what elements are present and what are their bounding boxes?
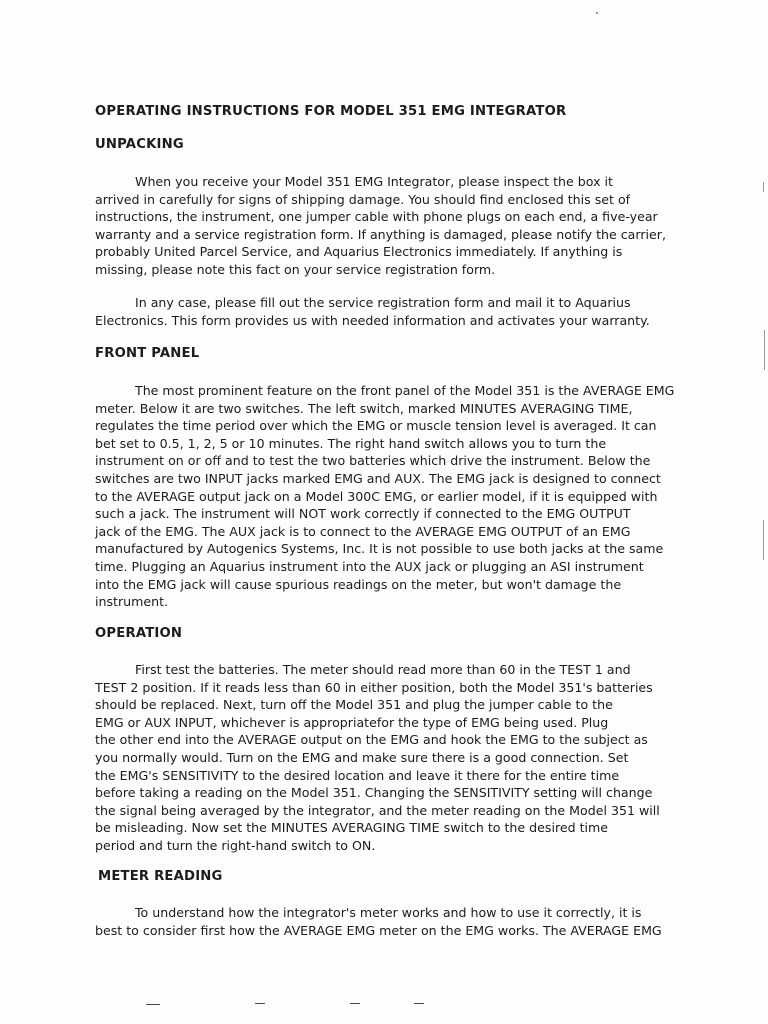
text-line: EMG or AUX INPUT, whichever is appropriatefor the type of EMG being used. Plug xyxy=(95,714,609,730)
text-line: best to consider first how the AVERAGE EMG meter on the EMG works. The AVERAGE EMG xyxy=(95,922,662,938)
text-line: The most prominent feature on the front panel of the Model 351 is the AVERAGE EMG xyxy=(135,383,675,398)
text-line: To understand how the integrator's meter works and how to use it correctly, it is xyxy=(135,905,642,920)
text-line: arrived in carefully for signs of shipping damage. You should find enclosed this set of xyxy=(95,191,631,207)
text-line: bet set to 0.5, 1, 2, 5 or 10 minutes. The right hand switch allows you to turn the xyxy=(95,435,607,451)
paragraph-operation xyxy=(95,661,660,855)
text-line: TEST 2 position. If it reads less than 60 in either position, both the Model 351's batteries xyxy=(95,679,653,695)
scan-edge-mark xyxy=(764,330,765,370)
text-line: instrument on or off and to test the two batteries which drive the instrument. Below the xyxy=(95,453,651,469)
text-line: warranty and a service registration form. If anything is damaged, please notify the carrier, xyxy=(95,226,666,242)
text-line: be misleading. Now set the MINUTES AVERAGING TIME switch to the desired time xyxy=(95,820,609,836)
text-line: the other end into the AVERAGE output on the EMG and hook the EMG to the subject as xyxy=(95,732,648,748)
scan-edge-mark xyxy=(763,520,764,560)
scan-mark xyxy=(255,1003,265,1004)
page-title: OPERATING INSTRUCTIONS FOR MODEL 351 EMG INTEGRATOR xyxy=(95,104,567,119)
text-line: In any case, please fill out the service registration form and mail it to Aquarius xyxy=(135,295,631,310)
text-line: instrument. xyxy=(95,594,169,610)
text-line: before taking a reading on the Model 351. Changing the SENSITIVITY setting will change xyxy=(95,785,653,801)
text-line: manufactured by Autogenics Systems, Inc. It is not possible to use both jacks at the same xyxy=(95,541,664,557)
text-line: First test the batteries. The meter should read more than 60 in the TEST 1 and xyxy=(135,662,631,677)
text-line: jack of the EMG. The AUX jack is to connect to the AVERAGE EMG OUTPUT of an EMG xyxy=(95,523,631,539)
section-heading-meter-reading: METER READING xyxy=(98,869,223,884)
scan-mark xyxy=(414,1003,424,1004)
text-line: the signal being averaged by the integrator, and the meter reading on the Model 351 will xyxy=(95,802,660,818)
scan-speck xyxy=(596,12,598,14)
paragraph-unpacking-2 xyxy=(95,294,650,329)
section-heading-front-panel: FRONT PANEL xyxy=(95,346,200,361)
text-line: switches are two INPUT jacks marked EMG and AUX. The EMG jack is designed to connect xyxy=(95,470,661,486)
text-line: period and turn the right-hand switch to ON. xyxy=(95,837,376,853)
text-line: should be replaced. Next, turn off the Model 351 and plug the jumper cable to the xyxy=(95,697,613,713)
text-line: time. Plugging an Aquarius instrument into the AUX jack or plugging an ASI instrument xyxy=(95,558,644,574)
text-line: instructions, the instrument, one jumper cable with phone plugs on each end, a five-year xyxy=(95,209,658,225)
scan-mark xyxy=(146,1004,160,1005)
section-heading-unpacking: UNPACKING xyxy=(95,137,184,152)
text-line: missing, please note this fact on your service registration form. xyxy=(95,261,496,277)
text-line: to the AVERAGE output jack on a Model 300C EMG, or earlier model, if it is equipped with xyxy=(95,488,658,504)
paragraph-meter-reading xyxy=(95,904,662,939)
text-line: such a jack. The instrument will NOT work correctly if connected to the EMG OUTPUT xyxy=(95,506,631,522)
text-line: the EMG's SENSITIVITY to the desired location and leave it there for the entire time xyxy=(95,767,620,783)
text-line: regulates the time period over which the EMG or muscle tension level is averaged. It can xyxy=(95,418,657,434)
scan-edge-mark xyxy=(763,182,764,192)
paragraph-unpacking-1 xyxy=(95,173,666,279)
scan-mark xyxy=(350,1003,360,1004)
text-line: you normally would. Turn on the EMG and make sure there is a good connection. Set xyxy=(95,749,629,765)
text-line: Electronics. This form provides us with needed information and activates your warranty. xyxy=(95,312,650,328)
text-line: When you receive your Model 351 EMG Integrator, please inspect the box it xyxy=(135,174,613,189)
text-line: meter. Below it are two switches. The left switch, marked MINUTES AVERAGING TIME, xyxy=(95,400,633,416)
section-heading-operation: OPERATION xyxy=(95,626,183,641)
text-line: probably United Parcel Service, and Aquarius Electronics immediately. If anything is xyxy=(95,244,623,260)
text-line: into the EMG jack will cause spurious readings on the meter, but won't damage the xyxy=(95,576,622,592)
paragraph-front-panel xyxy=(95,382,674,611)
